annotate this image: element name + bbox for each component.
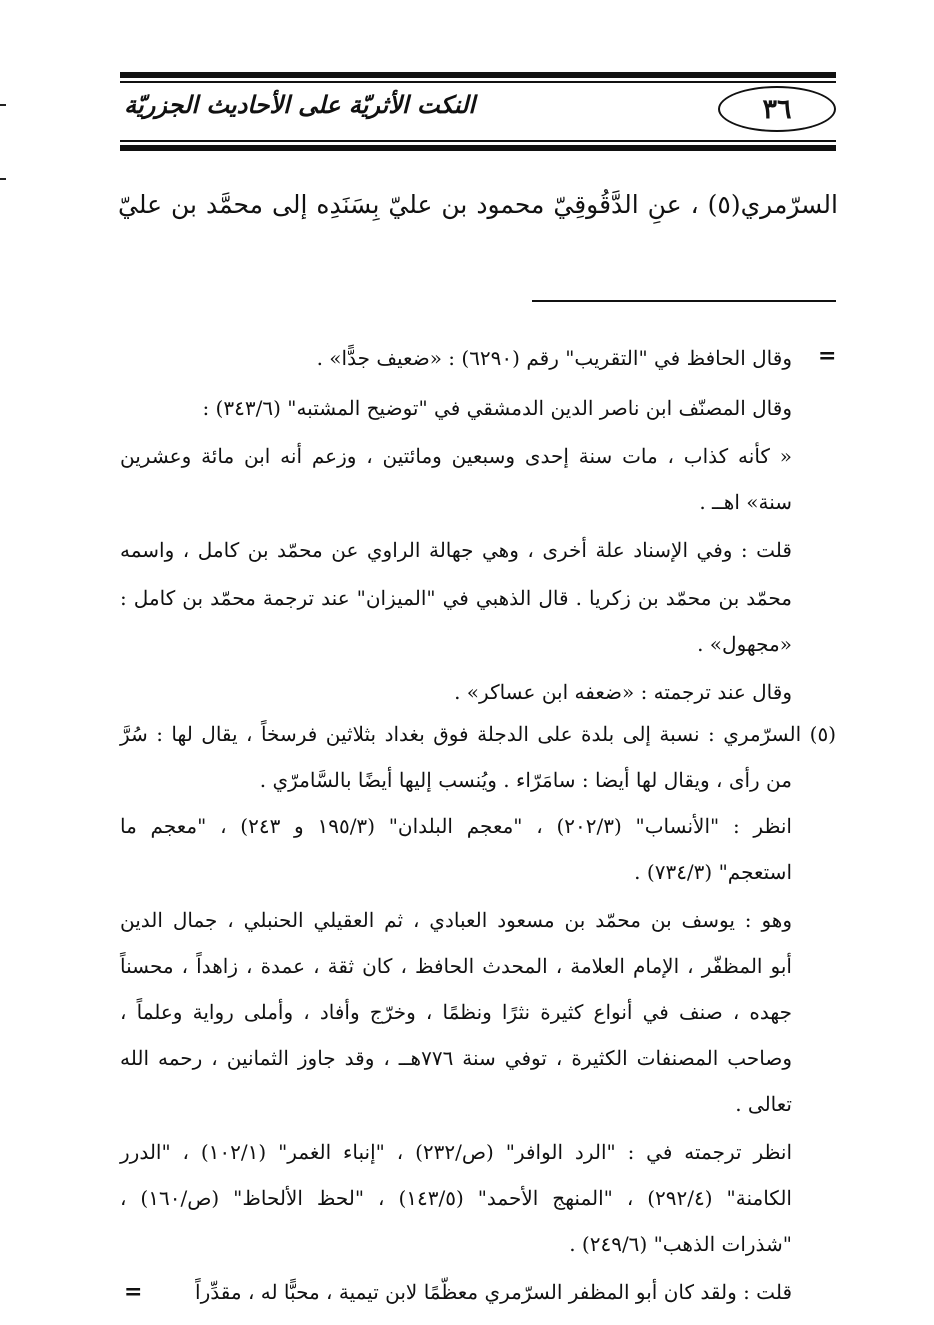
scan-edge-mark [0,104,6,106]
footnote-line: وصاحب المصنفات الكثيرة ، توفي سنة ٧٧٦هــ ، وقد جاوز الثمانين ، رحمه الله [120,1046,793,1070]
footnote-line: قلت : وفي الإسناد علة أخرى ، وهي جهالة الراوي عن محمّد بن كامل ، واسمه [120,538,792,562]
continuation-mark-top: = [818,343,837,369]
footnote-separator [532,300,836,302]
header-bottom-rule-thick [120,145,836,151]
footnote-line: قلت : ولقد كان أبو المظفر السرّمري معظّمًا لابن تيمية ، محبًّا له ، مقدِّراً [195,1280,792,1304]
continuation-mark-bottom: = [124,1279,143,1305]
footnote-line: وقال عند ترجمته : «ضعفه ابن عساكر» . [454,680,792,704]
footnote-line: استعجم" (٧٣٤/٣) . [634,860,792,884]
footnote-line: انظر ترجمته في : "الرد الوافر" (ص/٢٣٢) ، "إنباء الغمر" (١٠٢/١) ، "الدرر [120,1140,793,1164]
footnote-line: وقال الحافظ في "التقريب" رقم (٦٢٩٠) : «ضعيف جدًّا» . [316,346,792,370]
footnote-line: "شذرات الذهب" (٢٤٩/٦) . [569,1232,792,1256]
footnote-line: من رأى ، ويقال لها أيضا : سامَرّاء . ويُنسب إليها أيضًا بالسَّامرّي . [259,768,792,792]
footnote-line: سنة» اهــ . [699,490,792,514]
footnote-line: انظر : "الأنساب" (٢٠٢/٣) ، "معجم البلدان" (١٩٥/٣ و ٢٤٣) ، "معجم ما [120,814,792,838]
footnote-line: محمّد بن محمّد بن زكريا . قال الذهبي في "الميزان" عند ترجمة محمّد بن كامل : [120,586,792,610]
footnote-line: وقال المصنّف ابن ناصر الدين الدمشقي في "توضيح المشتبه" (٣٤٣/٦) : [202,396,792,420]
footnote-line: وهو : يوسف بن محمّد بن مسعود العبادي ، ثم العقيلي الحنبلي ، جمال الدين [120,908,792,932]
footnote-line: (٥) السرّمري : نسبة إلى بلدة على الدجلة فوق بغداد بثلاثين فرسخاً ، يقال لها : سُرَّ [120,722,836,746]
header-top-rule-thick [120,72,836,78]
running-title: النكت الأثريّة على الأحاديث الجزريّة [124,90,475,119]
footnote-line: الكامنة" (٢٩٢/٤) ، "المنهج الأحمد" (١٤٣/٥) ، "لحظ الألحاظ" (ص/١٦٠) ، [120,1186,792,1210]
main-text-line: السرّمري(٥) ، عنِ الدَّقُوقِيّ محمود بن عليّ بِسَنَدِه إلى محمَّد بن عليّ [118,190,838,219]
footnote-line: «مجهول» . [697,632,792,656]
page-number: ٣٦ [718,86,836,132]
scan-edge-mark [0,178,6,180]
footnote-line: « كأنه كذاب ، مات سنة إحدى وسبعين ومائتين ، وزعم أنه ابن مائة وعشرين [120,444,792,468]
footnote-line: أبو المظفّر ، الإمام العلامة ، المحدث الحافظ ، كان ثقة ، عمدة ، زاهداً ، محسناً [120,954,792,978]
footnote-line: تعالى . [735,1092,792,1116]
header-bottom-rule-thin [120,140,836,142]
footnote-line: جهده ، صنف في أنواع كثيرة نثرًا ونظمًا ، وخرّج وأفاد ، وأملى رواية وعلماً ، [120,1000,792,1024]
header-top-rule-thin [120,81,836,83]
